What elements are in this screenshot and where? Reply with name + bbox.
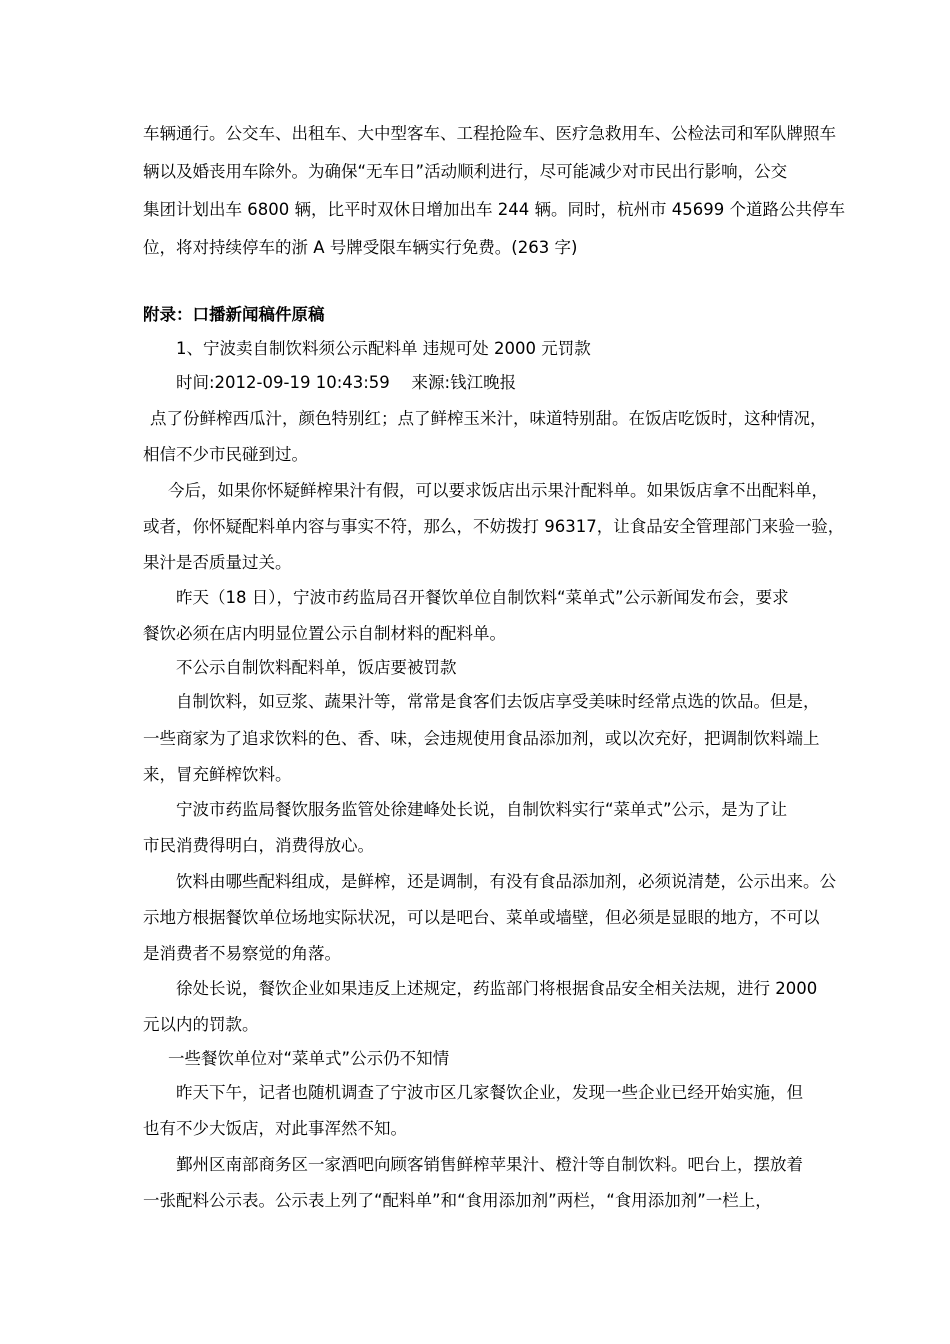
body-line: 今后，如果你怀疑鲜榨果汁有假，可以要求饭店出示果汁配料单。如果饭店拿不出配料单， <box>168 481 828 500</box>
body-line: 是消费者不易察觉的角落。 <box>143 944 341 963</box>
body-line: 一些商家为了追求饮料的色、香、味，会违规使用食品添加剂，或以次充好，把调制饮料端上 <box>143 729 820 748</box>
body-line: 车辆通行。公交车、出租车、大中型客车、工程抢险车、医疗急救用车、公检法司和军队牌照车 <box>143 124 836 143</box>
body-line: 果汁是否质量过关。 <box>143 553 292 572</box>
body-line: 点了份鲜榨西瓜汁，颜色特别红；点了鲜榨玉米汁，味道特别甜。在饭店吃饭时，这种情况， <box>150 409 827 428</box>
body-line: 昨天下午，记者也随机调查了宁波市区几家餐饮企业，发现一些企业已经开始实施，但 <box>176 1083 803 1102</box>
body-line: 也有不少大饭店，对此事浑然不知。 <box>143 1119 407 1138</box>
body-line: 昨天（18 日），宁波市药监局召开餐饮单位自制饮料“菜单式”公示新闻发布会，要求 <box>176 588 789 607</box>
body-line: 饮料由哪些配料组成，是鲜榨，还是调制，有没有食品添加剂，必须说清楚，公示出来。公 <box>176 872 836 891</box>
body-line: 或者，你怀疑配料单内容与事实不符，那么，不妨拨打 96317，让食品安全管理部门来验一验， <box>143 517 845 536</box>
body-line: 集团计划出车 6800 辆，比平时双休日增加出车 244 辆。同时，杭州市 45699 个道路公共停车 <box>143 200 845 219</box>
body-line: 来，冒充鲜榨饮料。 <box>143 765 292 784</box>
body-line: 相信不少市民碰到过。 <box>143 445 308 464</box>
body-line: 元以内的罚款。 <box>143 1015 259 1034</box>
body-line: 鄞州区南部商务区一家酒吧向顾客销售鲜榨苹果汁、橙汁等自制饮料。吧台上，摆放着 <box>176 1155 803 1174</box>
body-line: 自制饮料，如豆浆、蔬果汁等，常常是食客们去饭店享受美味时经常点选的饮品。但是， <box>176 692 820 711</box>
subheading: 不公示自制饮料配料单，饭店要被罚款 <box>176 658 457 677</box>
article-title: 1、宁波卖自制饮料须公示配料单 违规可处 2000 元罚款 <box>176 339 591 358</box>
article-meta: 时间:2012-09-19 10:43:59 来源:钱江晚报 <box>176 373 517 392</box>
appendix-heading: 附录：口播新闻稿件原稿 <box>143 305 325 324</box>
body-line: 餐饮必须在店内明显位置公示自制材料的配料单。 <box>143 624 506 643</box>
body-line: 位，将对持续停车的浙 A 号牌受限车辆实行免费。(263 字) <box>143 238 578 257</box>
body-line: 一张配料公示表。公示表上列了“配料单”和“食用添加剂”两栏，“食用添加剂”一栏上， <box>143 1191 772 1210</box>
body-line: 宁波市药监局餐饮服务监管处徐建峰处长说，自制饮料实行“菜单式”公示，是为了让 <box>176 800 788 819</box>
subheading: 一些餐饮单位对“菜单式”公示仍不知情 <box>168 1049 450 1068</box>
body-line: 辆以及婚丧用车除外。为确保“无车日”活动顺利进行，尽可能减少对市民出行影响，公交 <box>143 162 788 181</box>
body-line: 市民消费得明白，消费得放心。 <box>143 836 374 855</box>
body-line: 示地方根据餐饮单位场地实际状况，可以是吧台、菜单或墙壁，但必须是显眼的地方，不可以 <box>143 908 820 927</box>
body-line: 徐处长说，餐饮企业如果违反上述规定，药监部门将根据食品安全相关法规，进行 2000 <box>176 979 818 998</box>
